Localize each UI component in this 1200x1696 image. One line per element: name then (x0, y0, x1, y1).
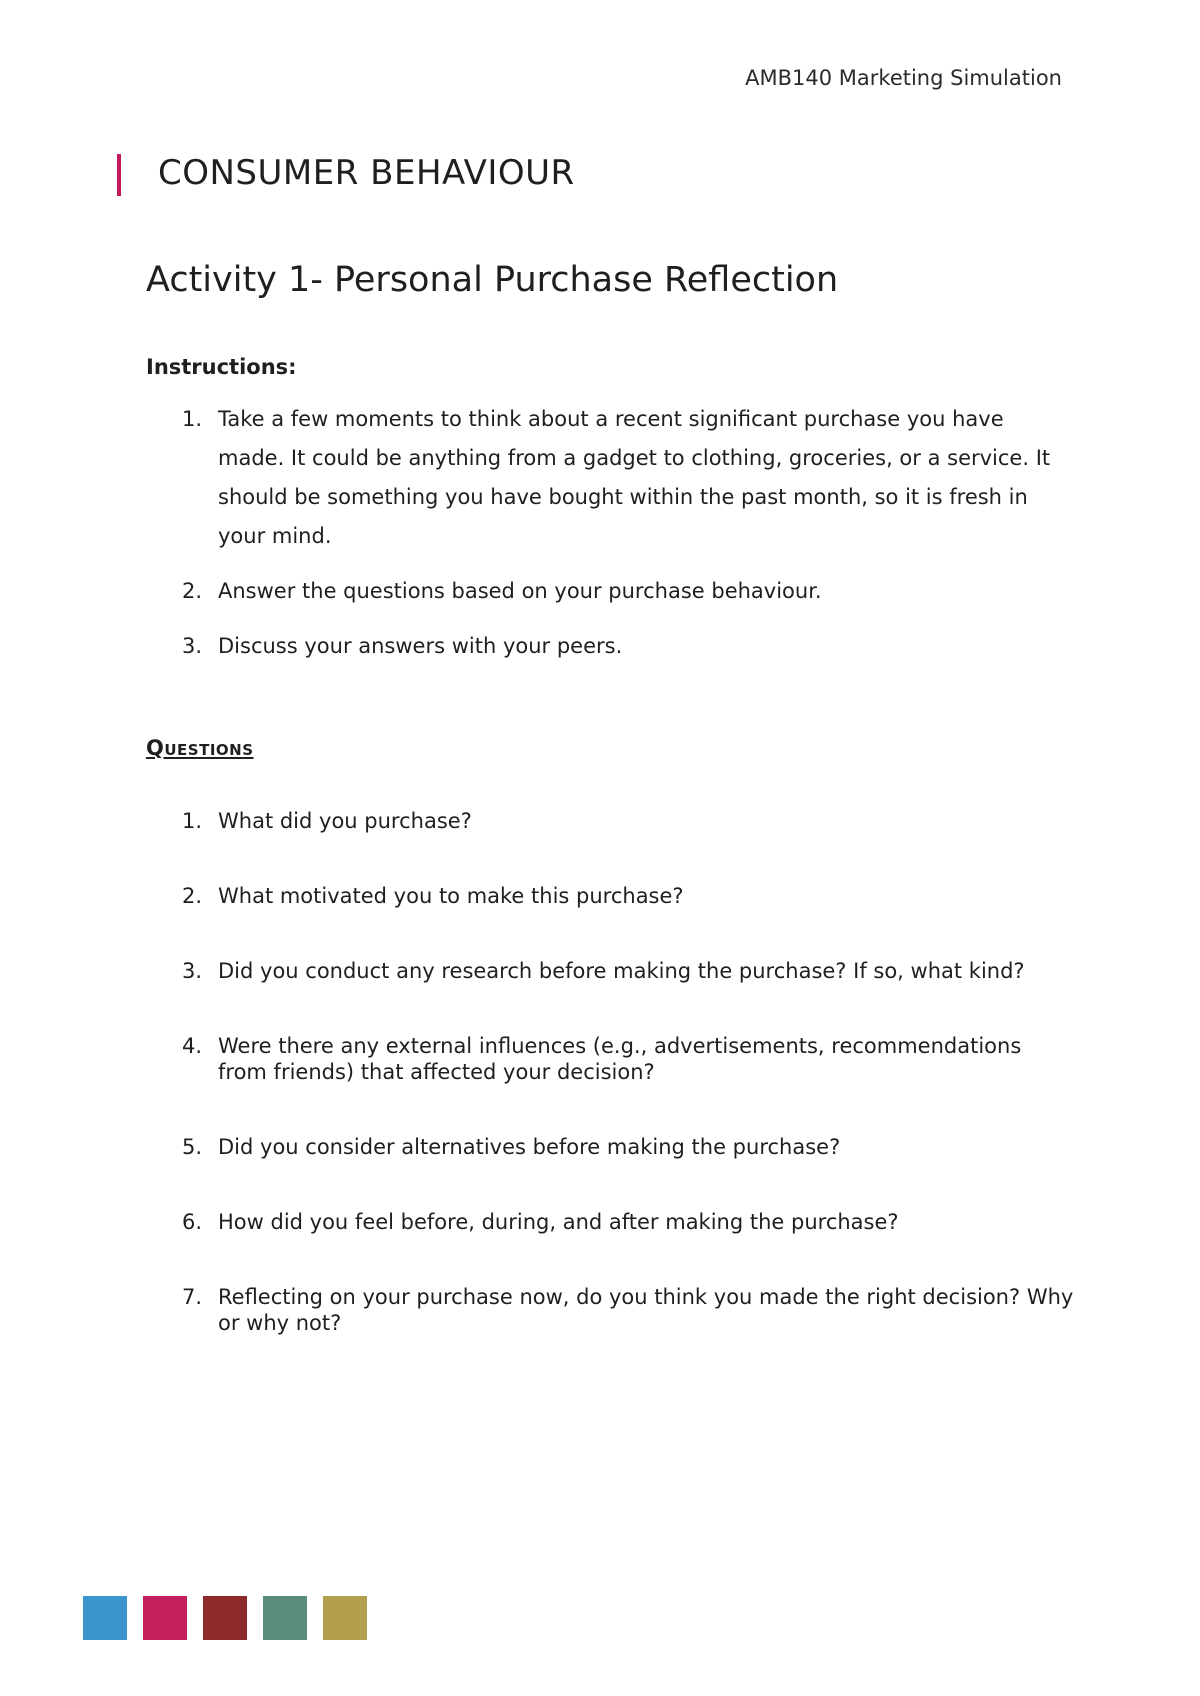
color-square-blue (83, 1596, 127, 1640)
activity-title: Activity 1- Personal Purchase Reflection (146, 260, 839, 300)
footer-color-squares (83, 1596, 367, 1640)
instructions-label: Instructions: (146, 355, 297, 379)
question-number: 2. (182, 884, 203, 908)
section-title: CONSUMER BEHAVIOUR (158, 153, 575, 193)
instruction-item (146, 627, 1076, 666)
question-text: Did you conduct any research before making the purchase? If so, what kind? (218, 959, 1025, 983)
question-text: Were there any external influences (e.g., advertisements, recommendations from friends) that affected your decision? (218, 1034, 1022, 1084)
question-text: How did you feel before, during, and after making the purchase? (218, 1210, 899, 1234)
question-item (146, 958, 1076, 984)
header-course-title: AMB140 Marketing Simulation (745, 66, 1062, 90)
question-number: 7. (182, 1285, 203, 1309)
color-square-magenta (143, 1596, 187, 1640)
instructions-list (146, 400, 1076, 682)
instruction-text: Take a few moments to think about a recent significant purchase you have made. It could be anything from a gadget to clothing, groceries, or a service. It should be something you have bought within the past month, so it is fresh in your mind. (218, 407, 1051, 548)
question-item (146, 1284, 1076, 1336)
question-item (146, 1209, 1076, 1235)
question-text: Reflecting on your purchase now, do you think you made the right decision? Why or why not? (218, 1285, 1074, 1335)
question-text: What did you purchase? (218, 809, 472, 833)
question-item (146, 1033, 1076, 1085)
question-number: 6. (182, 1210, 203, 1234)
instruction-item (146, 572, 1076, 611)
instruction-text: Discuss your answers with your peers. (218, 634, 623, 658)
instruction-number: 3. (182, 634, 203, 658)
question-number: 3. (182, 959, 203, 983)
color-square-olive (323, 1596, 367, 1640)
question-number: 4. (182, 1034, 203, 1058)
questions-list (146, 808, 1076, 1336)
question-item (146, 808, 1076, 834)
color-square-maroon (203, 1596, 247, 1640)
question-text: What motivated you to make this purchase? (218, 884, 684, 908)
question-text: Did you consider alternatives before making the purchase? (218, 1135, 841, 1159)
questions-heading: Questions (146, 736, 254, 760)
instruction-number: 1. (182, 407, 203, 431)
section-accent-bar (117, 154, 121, 196)
instruction-text: Answer the questions based on your purchase behaviour. (218, 579, 822, 603)
question-number: 1. (182, 809, 203, 833)
question-item (146, 883, 1076, 909)
question-item (146, 1134, 1076, 1160)
instruction-number: 2. (182, 579, 203, 603)
color-square-teal (263, 1596, 307, 1640)
question-number: 5. (182, 1135, 203, 1159)
instruction-item (146, 400, 1076, 556)
